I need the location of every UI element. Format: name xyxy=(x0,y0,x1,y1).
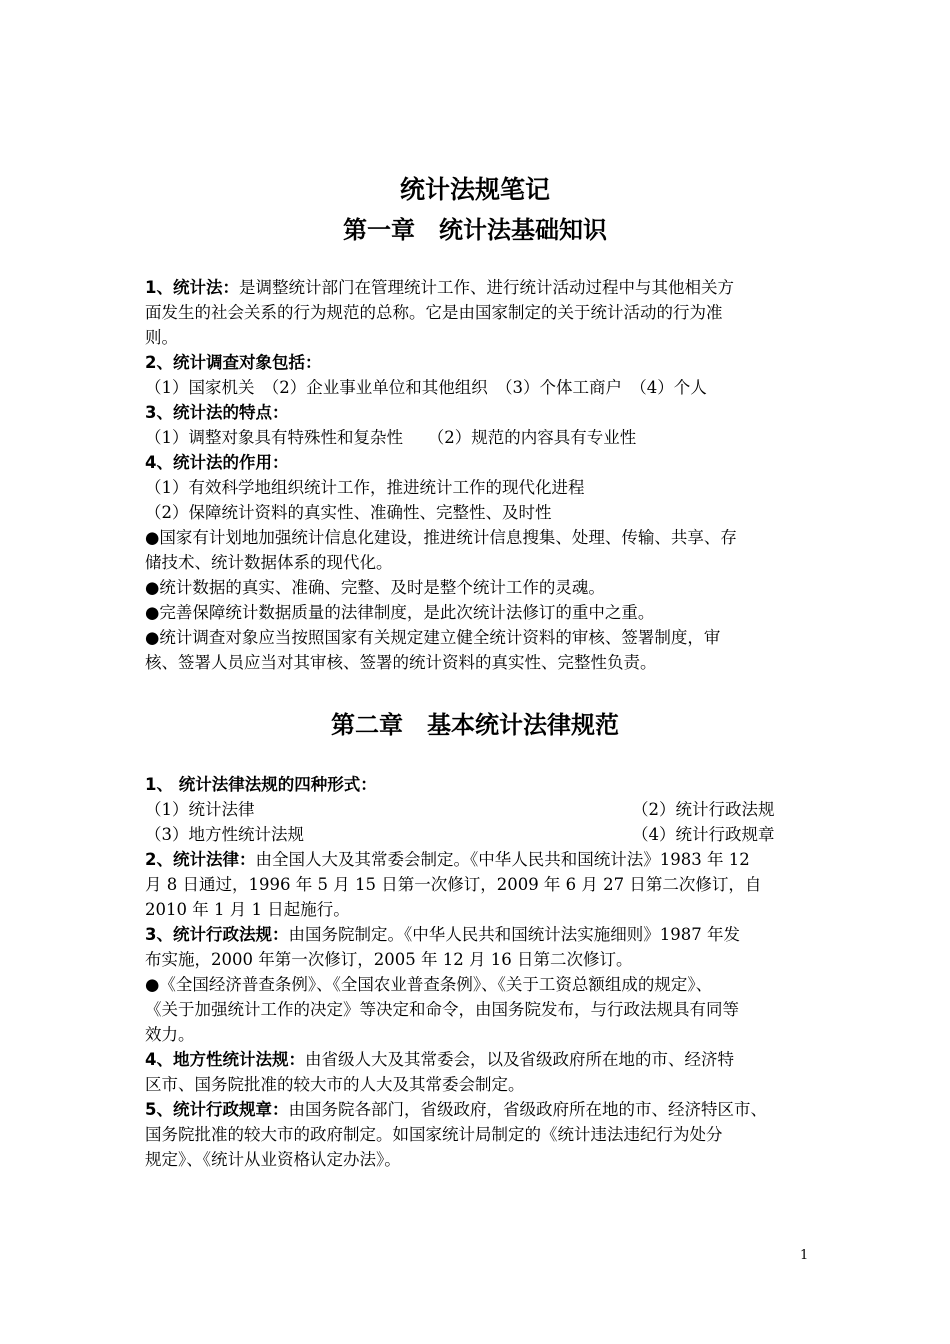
paragraph-line: 布实施，2000 年第一次修订，2005 年 12 月 16 日第二次修订。 xyxy=(145,950,633,969)
chapter-1-heading: 第一章 统计法基础知识 xyxy=(343,216,607,244)
paragraph-line: 国务院批准的较大市的政府制定。如国家统计局制定的《统计违法违纪行为处分 xyxy=(145,1125,723,1144)
form-item: （3）地方性统计法规 xyxy=(145,825,304,844)
paragraph-line: 储技术、统计数据体系的现代化。 xyxy=(145,553,393,572)
term-text: 由全国人大及其常委会制定。《中华人民共和国统计法》1983 年 12 xyxy=(255,850,750,869)
paragraph-line: 区市、国务院批准的较大市的人大及其常委会制定。 xyxy=(145,1075,525,1094)
chapter-2-heading: 第二章 基本统计法律规范 xyxy=(331,711,619,739)
list-item: （1）国家机关 （2）企业事业单位和其他组织 （3）个体工商户 （4）个人 xyxy=(145,378,707,397)
term-text: 由国务院制定。《中华人民共和国统计法实施细则》1987 年发 xyxy=(288,925,740,944)
paragraph-line xyxy=(145,275,825,300)
page-number: 1 xyxy=(800,1248,809,1263)
paragraph-line xyxy=(145,847,825,872)
section-heading: 2、统计调查对象包括： xyxy=(145,353,322,372)
section-heading: 3、统计法的特点： xyxy=(145,403,289,422)
term-text: 由国务院各部门，省级政府，省级政府所在地的市、经济特区市、 xyxy=(288,1100,767,1119)
bullet-item: ●统计数据的真实、准确、完整、及时是整个统计工作的灵魂。 xyxy=(145,578,605,597)
paragraph-line: 2010 年 1 月 1 日起施行。 xyxy=(145,900,350,919)
paragraph-line: 则。 xyxy=(145,328,178,347)
section-heading: 4、统计法的作用： xyxy=(145,453,289,472)
form-item: （2）统计行政法规 xyxy=(632,800,775,819)
paragraph-line xyxy=(145,922,825,947)
list-item: （1）调整对象具有特殊性和复杂性 （2）规范的内容具有专业性 xyxy=(145,428,637,447)
bullet-item: ●《全国经济普查条例》、《全国农业普查条例》、《关于工资总额组成的规定》、 xyxy=(145,975,713,994)
section-heading: 1、 统计法律法规的四种形式： xyxy=(145,775,377,794)
paragraph-line: 月 8 日通过，1996 年 5 月 15 日第一次修订，2009 年 6 月 27 日第二次修订，自 xyxy=(145,875,762,894)
term-heading: 4、地方性统计法规： xyxy=(145,1050,305,1069)
term-text: 是调整统计部门在管理统计工作、进行统计活动过程中与其他相关方 xyxy=(238,278,734,297)
term-heading: 2、统计法律： xyxy=(145,850,256,869)
form-item: （1）统计法律 xyxy=(145,800,255,819)
paragraph-line: 规定》、《统计从业资格认定办法》。 xyxy=(145,1150,401,1169)
list-item: （1）有效科学地组织统计工作，推进统计工作的现代化进程 xyxy=(145,478,585,497)
paragraph-line: 面发生的社会关系的行为规范的总称。它是由国家制定的关于统计活动的行为准 xyxy=(145,303,723,322)
list-item: （2）保障统计资料的真实性、准确性、完整性、及时性 xyxy=(145,503,552,522)
form-item: （4）统计行政规章 xyxy=(632,825,775,844)
bullet-item: ●国家有计划地加强统计信息化建设，推进统计信息搜集、处理、传输、共享、存 xyxy=(145,528,737,547)
paragraph-line xyxy=(145,1097,825,1122)
form-row xyxy=(145,797,825,822)
form-row xyxy=(145,822,825,847)
term-text: 由省级人大及其常委会，以及省级政府所在地的市、经济特 xyxy=(304,1050,734,1069)
paragraph-line: 《关于加强统计工作的决定》等决定和命令，由国务院发布，与行政法规具有同等 xyxy=(145,1000,739,1019)
paragraph-line xyxy=(145,1047,825,1072)
term-heading: 1、统计法： xyxy=(145,278,239,297)
paragraph-line: 核、签署人员应当对其审核、签署的统计资料的真实性、完整性负责。 xyxy=(145,653,657,672)
term-heading: 5、统计行政规章： xyxy=(145,1100,289,1119)
bullet-item: ●统计调查对象应当按照国家有关规定建立健全统计资料的审核、签署制度，审 xyxy=(145,628,721,647)
document-title: 统计法规笔记 xyxy=(399,175,550,204)
paragraph-line: 效力。 xyxy=(145,1025,195,1044)
term-heading: 3、统计行政法规： xyxy=(145,925,289,944)
bullet-item: ●完善保障统计数据质量的法律制度，是此次统计法修订的重中之重。 xyxy=(145,603,655,622)
